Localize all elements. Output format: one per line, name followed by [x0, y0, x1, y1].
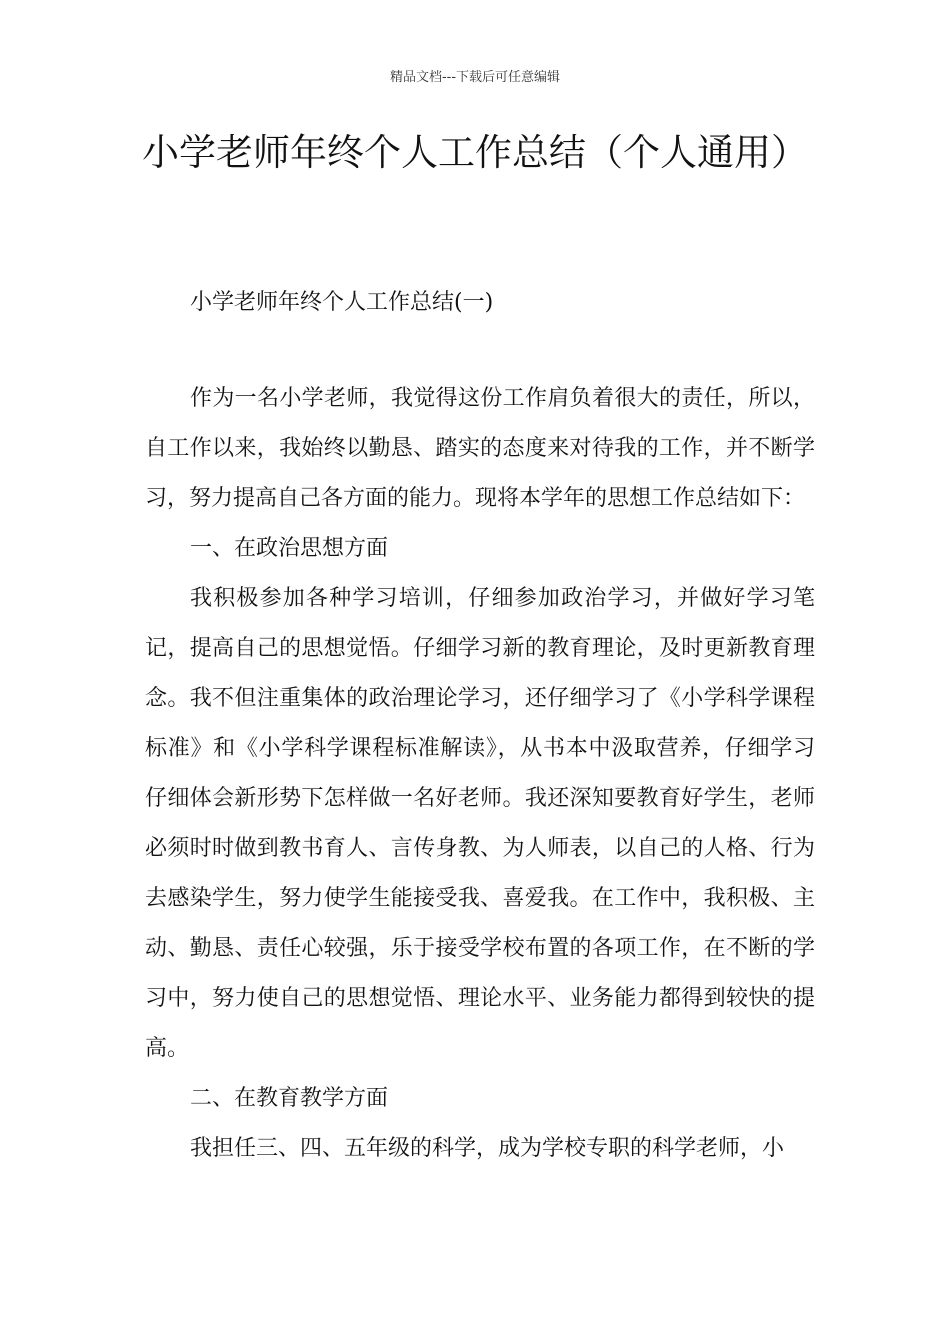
page-header: 精品文档---下载后可任意编辑 [389, 70, 561, 85]
document-body [145, 374, 815, 1174]
document-title: 小学老师年终个人工作总结（个人通用） [142, 131, 808, 174]
document-subtitle: 小学老师年终个人工作总结(一) [190, 290, 494, 315]
section-heading-teaching: 二、在教育教学方面 [190, 1086, 389, 1111]
politics-paragraph: 我积极参加各种学习培训，仔细参加政治学习，并做好学习笔记，提高自己的思想觉悟。仔细学习新的教育理论，及时更新教育理念。我不但注重集体的政治理论学习，还仔细学习了《小学科学课程标准》和《小学科学课程标准解读》，从书本中汲取营养，仔细学习仔细体会新形势下怎样做一名好老师。我还深知要教育好学生，老师必须时时做到教书育人、言传身教、为人师表，以自己的人格、行为去感染学生，努力使学生能接受我、喜爱我。在工作中，我积极、主动、勤恳、责任心较强，乐于接受学校布置的各项工作，在不断的学习中，努力使自己的思想觉悟、理论水平、业务能力都得到较快的提高。 [145, 586, 815, 1061]
teaching-paragraph: 我担任三、四、五年级的科学，成为学校专职的科学老师，小 [190, 1136, 785, 1161]
section-heading-politics: 一、在政治思想方面 [190, 536, 389, 561]
intro-paragraph: 作为一名小学老师，我觉得这份工作肩负着很大的责任，所以，自工作以来，我始终以勤恳、踏实的态度来对待我的工作，并不断学习，努力提高自己各方面的能力。现将本学年的思想工作总结如下： [145, 386, 815, 511]
